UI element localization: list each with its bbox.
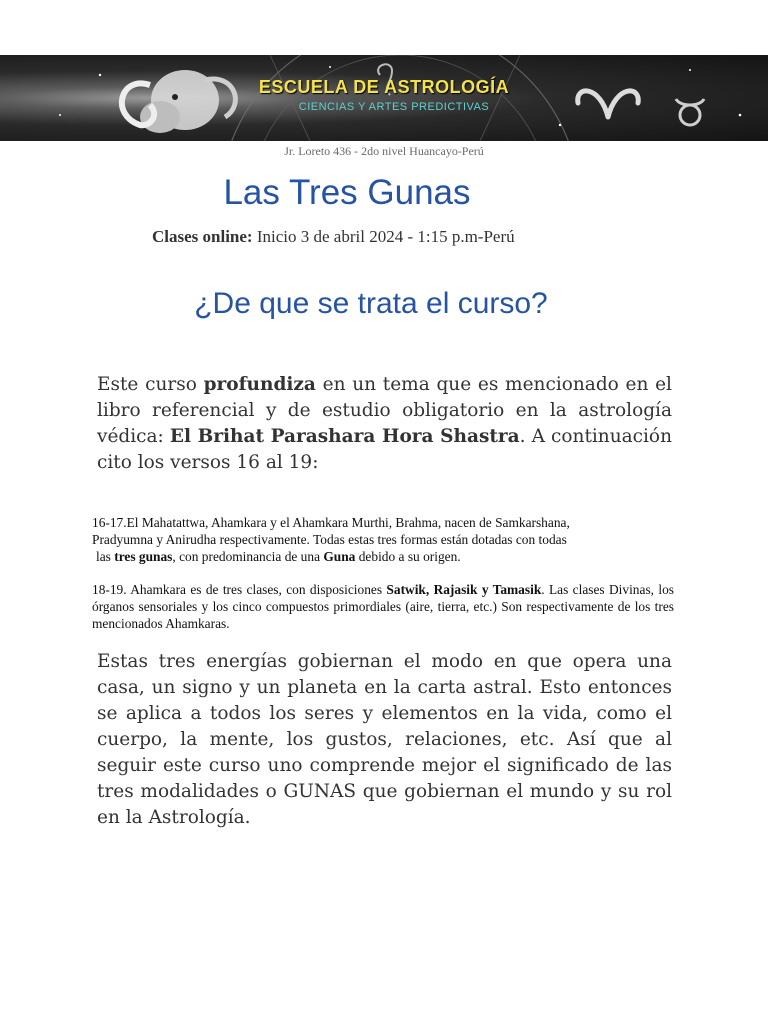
verse2-bold-qualities: Satwik, Rajasik y Tamasik [386, 582, 542, 597]
verse1-text-1: las [96, 549, 115, 564]
header-banner [0, 55, 768, 141]
class-schedule [152, 227, 515, 247]
verse1-text-3: debido a su origen. [355, 549, 461, 564]
verse1-bold-guna: Guna [323, 549, 356, 564]
school-tagline: CIENCIAS Y ARTES PREDICTIVAS [298, 101, 490, 113]
intro-text-1: Este curso [97, 374, 204, 395]
intro-bold-book-title: El Brihat Parashara Hora Shastra [169, 426, 520, 447]
intro-paragraph [97, 372, 672, 476]
verse-16-17-line-2: Pradyumna y Anirudha respectivamente. Todas estas tres formas están dotadas con todas [92, 532, 567, 547]
closing-paragraph: Estas tres energías gobiernan el modo en que opera una casa, un signo y un planeta en la carta astral. Esto entonces se aplica a todos los seres y elementos en la vida, como el cuerpo, la mente, los gustos, relaciones, etc. Así que al seguir este curso uno comprende mejor el significado de las tres modalidades o GUNAS que gobiernan el mundo y su rol en la Astrología. [97, 651, 672, 828]
zodiac-banner-art [0, 55, 768, 141]
verse-16-17 [92, 514, 674, 565]
verse2-text-1: 18-19. Ahamkara es de tres clases, con disposiciones [92, 582, 387, 597]
verse2-text-2: . Las clases Divinas, los órganos sensoriales y los cinco compuestos primordiales (aire, tierra, etc.) Son respectivamente de los tres mencionados Ahamkaras. [92, 582, 674, 631]
intro-text-3: . A continuación cito los versos 16 al 19: [97, 426, 672, 473]
verse1-bold-tres-gunas: tres gunas [114, 549, 173, 564]
school-address: Jr. Loreto 436 - 2do nivel Huancayo-Perú [284, 144, 484, 158]
class-schedule-label: Clases online: [152, 227, 253, 246]
section-heading: ¿De que se trata el curso? [194, 287, 548, 320]
intro-bold-profundiza: profundiza [203, 374, 316, 395]
page-title: Las Tres Gunas [223, 173, 471, 212]
school-name: ESCUELA DE ASTROLOGÍA [258, 77, 510, 97]
verse-16-17-line-1: 16-17.El Mahatattwa, Ahamkara y el Ahamkara Murthi, Brahma, nacen de Samkarshana, [92, 515, 570, 530]
intro-text-2: en un tema que es mencionado en el libro referencial y de estudio obligatorio en la astrología védica: [97, 374, 672, 447]
verse1-text-2: , con predominancia de una [172, 549, 324, 564]
verse-16-17-line-3 [92, 548, 674, 565]
verse-18-19 [92, 581, 674, 632]
class-schedule-detail: Inicio 3 de abril 2024 - 1:15 p.m-Perú [252, 227, 515, 246]
